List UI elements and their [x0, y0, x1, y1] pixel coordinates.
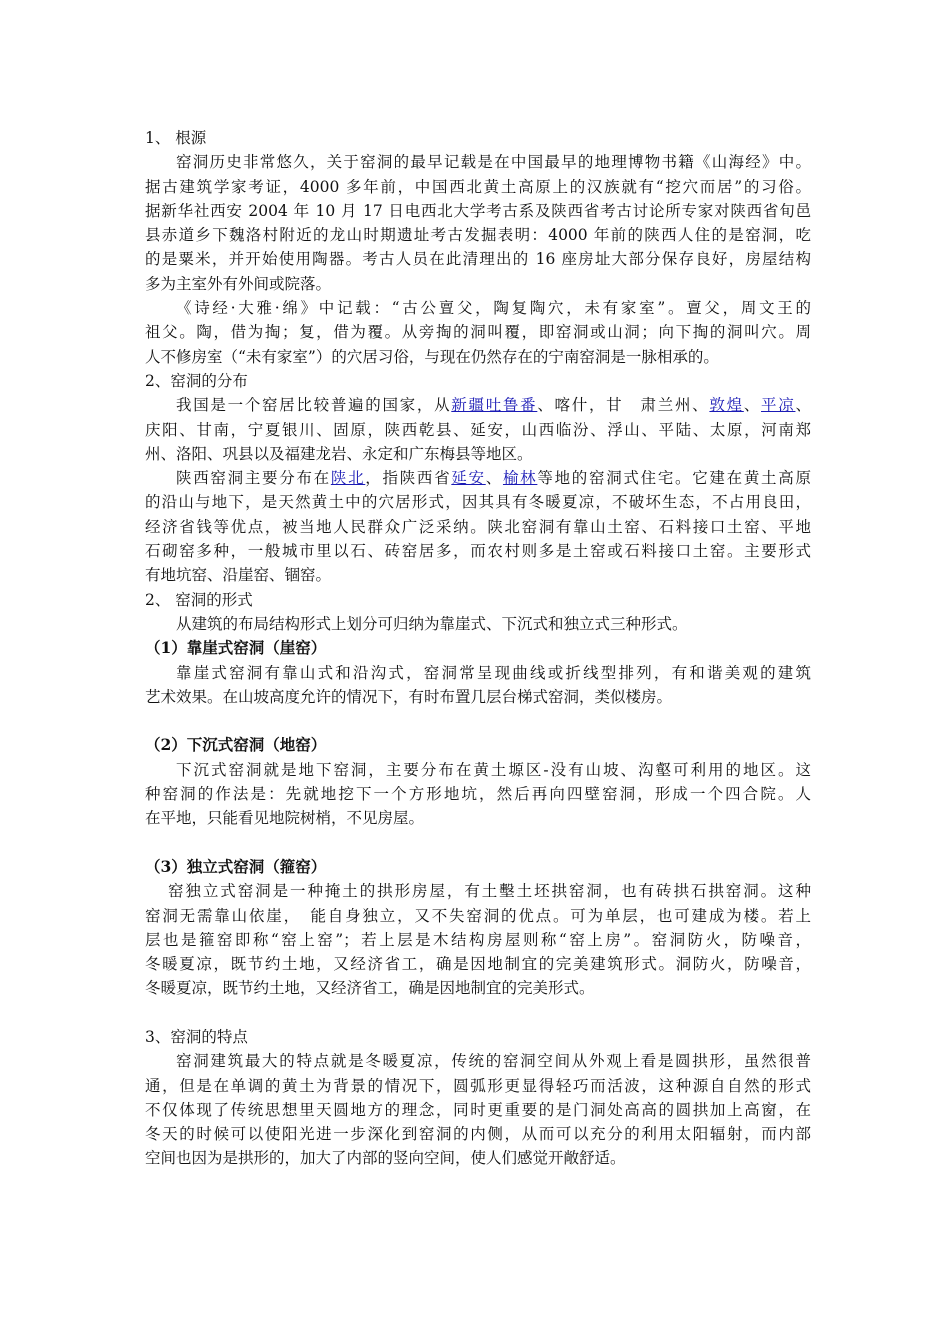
paragraph-line: 《诗经·大雅·绵》中记载：“古公亶父，陶复陶穴，未有家室”。亶父，周文王的	[176, 299, 811, 318]
link-dunhuang[interactable]: 敦煌	[709, 396, 744, 415]
text-run: 我国是一个窑居比较普遍的国家，从	[176, 396, 452, 415]
link-shaanbei[interactable]: 陕北	[330, 469, 366, 488]
subsection-heading-cliff: （1）靠崖式窑洞（崖窑）	[145, 638, 327, 658]
text-run: 等地的窑洞式住宅。它建在黄土高原	[537, 469, 811, 488]
blank-line	[145, 831, 811, 855]
link-xinjiang-turpan[interactable]: 新疆吐鲁番	[451, 396, 538, 415]
paragraph-line: 窑洞建筑最大的特点就是冬暖夏凉，传统的窑洞空间从外观上看是圆拱形，虽然很普	[176, 1052, 811, 1071]
paragraph-line: 冬天的时候可以使阳光进一步深化到窑洞的内侧，从而可以充分的利用太阳辐射，而内部	[145, 1125, 811, 1144]
text-run: 、	[485, 469, 503, 488]
paragraph-line: 经济省钱等优点，被当地人民群众广泛采纳。陕北窑洞有靠山土窑、石料接口土窑、平地	[145, 517, 811, 536]
section-heading-origin: 1、 根源	[145, 129, 207, 147]
paragraph-line: 县赤道乡下魏洛村附近的龙山时期遗址考古发掘表明：4000 年前的陕西人住的是窑洞，吃	[145, 226, 811, 245]
paragraph-line: 庆阳、甘南，宁夏银川、固原，陕西乾县、延安，山西临汾、浮山、平陆、太原，河南郑	[145, 420, 811, 439]
paragraph-line: 通，但是在单调的黄土为背景的情况下，圆弧形更显得轻巧而活波，这种源自自然的形式	[145, 1076, 811, 1095]
document-body	[145, 126, 811, 1171]
paragraph-line: 冬暖夏凉，既节约土地，又经济省工，确是因地制宜的完美形式。	[145, 979, 595, 998]
paragraph-line: 空间也因为是拱形的，加大了内部的竖向空间，使人们感觉开敞舒适。	[145, 1149, 626, 1168]
paragraph-line-with-links	[145, 466, 811, 490]
link-yanan[interactable]: 延安	[451, 469, 486, 488]
section-heading-forms: 2、 窑洞的形式	[145, 590, 253, 609]
section-heading-distribution: 2、窑洞的分布	[145, 371, 248, 390]
blank-line	[145, 709, 811, 733]
paragraph-line: 有地坑窑、沿崖窑、锢窑。	[145, 566, 332, 585]
text-run: 、	[743, 396, 762, 415]
paragraph-line: 窑独立式窑洞是一种掩土的拱形房屋，有土墼土坯拱窑洞，也有砖拱石拱窑洞。这种	[168, 882, 811, 901]
paragraph-line: 据新华社西安 2004 年 10 月 17 日电西北大学考古系及陕西省考古讨论所专家对陕西省旬邑	[145, 201, 811, 220]
paragraph-line: 祖父。陶，借为掏；复，借为覆。从旁掏的洞叫覆，即窑洞或山洞；向下掏的洞叫穴。周	[145, 323, 811, 342]
paragraph-line: 州、洛阳、巩县以及福建龙岩、永定和广东梅县等地区。	[145, 444, 533, 463]
paragraph-line: 据古建筑学家考证，4000 多年前，中国西北黄土高原上的汉族就有“挖穴而居”的习俗。	[145, 177, 811, 196]
paragraph-line: 在平地，只能看见地院树梢，不见房屋。	[145, 809, 425, 828]
paragraph-line-with-links	[145, 393, 811, 417]
text-run: ，指陕西省	[365, 469, 452, 488]
blank-line	[145, 1001, 811, 1025]
text-run: 陕西窑洞主要分布在	[176, 469, 331, 488]
subsection-heading-sunken: （2）下沉式窑洞（地窑）	[145, 735, 327, 755]
paragraph-line: 层也是箍窑即称“窑上窑”；若上层是木结构房屋则称“窑上房”。窑洞防火，防噪音，	[145, 930, 811, 949]
text-run: 、	[795, 396, 811, 415]
link-yulin[interactable]: 榆林	[502, 469, 538, 488]
paragraph-line: 不仅体现了传统思想里天圆地方的理念，同时更重要的是门洞处高高的圆拱加上高窗，在	[145, 1100, 811, 1119]
text-run: 、喀什，甘 肃兰州、	[537, 396, 710, 415]
link-pingliang[interactable]: 平凉	[761, 396, 796, 415]
paragraph-line: 从建筑的布局结构形式上划分可归纳为靠崖式、下沉式和独立式三种形式。	[176, 614, 688, 633]
paragraph-line: 的是粟米，并开始使用陶器。考古人员在此清理出的 16 座房址大部分保存良好，房屋结构	[145, 250, 811, 269]
section-heading-features: 3、窑洞的特点	[145, 1027, 248, 1046]
paragraph-line: 人不修房室（“未有家室”）的穴居习俗，与现在仍然存在的宁南窑洞是一脉相承的。	[145, 347, 719, 366]
paragraph-line: 窑洞历史非常悠久，关于窑洞的最早记载是在中国最早的地理博物书籍《山海经》中。	[176, 153, 811, 172]
paragraph-line: 靠崖式窑洞有靠山式和沿沟式，窑洞常呈现曲线或折线型排列，有和谐美观的建筑	[176, 663, 811, 682]
paragraph-line: 的沿山与地下，是天然黄土中的穴居形式，因其具有冬暖夏凉，不破坏生态，不占用良田，	[145, 493, 811, 512]
paragraph-line: 下沉式窑洞就是地下窑洞，主要分布在黄土塬区-没有山坡、沟壑可利用的地区。这	[176, 760, 811, 779]
paragraph-line: 冬暖夏凉，既节约土地，又经济省工，确是因地制宜的完美建筑形式。洞防火，防噪音，	[145, 955, 811, 974]
paragraph-line: 多为主室外有外间或院落。	[145, 274, 332, 293]
paragraph-line: 艺术效果。在山坡高度允许的情况下，有时布置几层台梯式窑洞，类似楼房。	[145, 687, 673, 706]
paragraph-line: 窑洞无需靠山依崖， 能自身独立，又不失窑洞的优点。可为单层，也可建成为楼。若上	[145, 906, 811, 925]
subsection-heading-freestanding: （3）独立式窑洞（箍窑）	[145, 856, 327, 876]
paragraph-line: 石砌窑多种，一般城市里以石、砖窑居多，而农村则多是土窑或石料接口土窑。主要形式	[145, 542, 811, 561]
paragraph-line: 种窑洞的作法是：先就地挖下一个方形地坑，然后再向四壁窑洞，形成一个四合院。人	[145, 785, 811, 804]
